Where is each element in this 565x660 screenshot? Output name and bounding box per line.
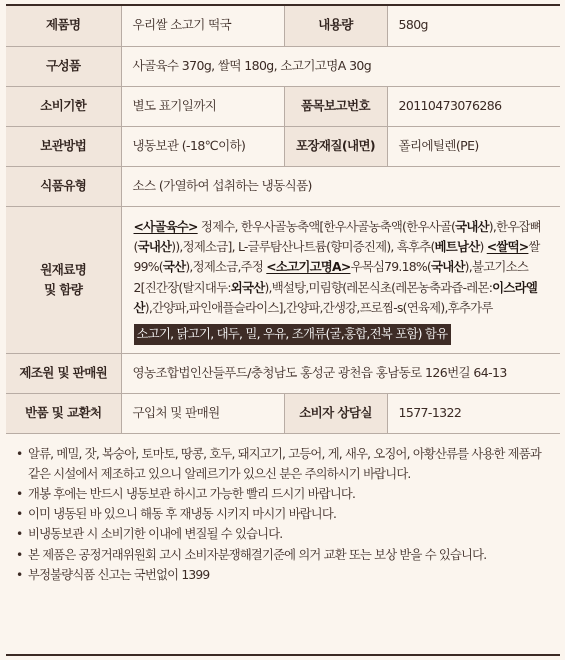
row-expiry bbox=[6, 86, 560, 126]
note-item: • 개봉 후에는 반드시 냉동보관 하시고 가능한 빨리 드시기 바랍니다. bbox=[16, 484, 552, 504]
row-food-type bbox=[6, 166, 560, 206]
row-composition bbox=[6, 46, 560, 86]
label-returns: 반품 및 교환처 bbox=[6, 393, 121, 433]
ing-text: ),한우잡뼈( bbox=[133, 218, 541, 254]
value-consumer-center: 1577-1322 bbox=[387, 393, 560, 433]
value-returns: 구입처 및 판매원 bbox=[121, 393, 284, 433]
value-expiry: 별도 표기일까지 bbox=[121, 86, 284, 126]
product-info-label bbox=[6, 4, 560, 656]
value-packaging: 폴리에틸렌(PE) bbox=[387, 126, 560, 166]
section-broth: <사골육수> bbox=[133, 218, 198, 234]
ing-text: 우목심79.18%( bbox=[350, 259, 431, 275]
ing-text: ) bbox=[479, 238, 487, 254]
note-item: • 알류, 메밀, 잣, 복숭아, 토마토, 땅콩, 호두, 돼지고기, 고등어, 게, 새우, 오징어, 아황산류를 사용한 제품과 같은 시설에서 제조하고 있으니 알레르기가 있으신 분은 주의하시기 바랍니다. bbox=[16, 444, 552, 484]
row-product-name bbox=[6, 6, 560, 46]
note-item: • 비냉동보관 시 소비기한 이내에 변질될 수 있습니다. bbox=[16, 524, 552, 544]
ing-text: ),정제소금,주정 bbox=[185, 259, 267, 275]
row-storage bbox=[6, 126, 560, 166]
value-composition: 사골육수 370g, 쌀떡 180g, 소고기고명A 30g bbox=[121, 46, 560, 86]
allergen-badge: 소고기, 닭고기, 대두, 밀, 우유, 조개류(굴,홍합,전복 포함) 함유 bbox=[134, 324, 452, 345]
value-product-name: 우리쌀 소고기 떡국 bbox=[121, 6, 284, 46]
ing-text: 정제수, 한우사골농축액[한우사골농축액(한우사골( bbox=[197, 218, 456, 234]
label-product-name: 제품명 bbox=[6, 6, 121, 46]
value-net-content: 580g bbox=[387, 6, 560, 46]
label-storage: 보관방법 bbox=[6, 126, 121, 166]
row-ingredients bbox=[6, 206, 560, 353]
row-notes bbox=[6, 433, 560, 585]
label-food-type: 식품유형 bbox=[6, 166, 121, 206]
label-consumer-center: 소비자 상담실 bbox=[284, 393, 387, 433]
note-item: • 부정불량식품 신고는 국번없이 1399 bbox=[16, 565, 552, 585]
label-manufacturer: 제조원 및 판매원 bbox=[6, 353, 121, 393]
ing-text: ),백설탕,미림향(레몬식초(레몬농축과즙-레몬: bbox=[264, 279, 493, 295]
ing-text: ),불고기소스2[진간장(탈지대두: bbox=[133, 259, 529, 295]
product-info-table bbox=[6, 6, 560, 585]
note-item: • 이미 냉동된 바 있으니 해동 후 재냉동 시키지 마시기 바랍니다. bbox=[16, 504, 552, 524]
label-ingredients: 원재료명 및 함량 bbox=[6, 206, 121, 353]
label-net-content: 내용량 bbox=[284, 6, 387, 46]
origin-tag: 국내산 bbox=[137, 238, 172, 254]
value-storage: 냉동보관 (-18℃이하) bbox=[121, 126, 284, 166]
value-ingredients bbox=[121, 206, 560, 353]
value-report-no: 20110473076286 bbox=[387, 86, 560, 126]
ing-text: ),간양파,파인애플슬라이스],간양파,간생강,프로찜-s(연육제),후추가루 bbox=[144, 299, 493, 315]
origin-tag: 외국산 bbox=[230, 279, 265, 295]
value-food-type: 소스 (가열하여 섭취하는 냉동식품) bbox=[121, 166, 560, 206]
ing-text: 쌀99%( bbox=[133, 238, 540, 275]
origin-tag: 국내산 bbox=[431, 259, 465, 275]
notes-list bbox=[6, 434, 560, 585]
label-composition: 구성품 bbox=[6, 46, 121, 86]
origin-tag: 베트남산 bbox=[434, 238, 480, 254]
origin-tag: 국산 bbox=[162, 259, 186, 275]
notes-cell bbox=[6, 433, 560, 585]
origin-tag: 국내산 bbox=[455, 218, 489, 234]
row-manufacturer bbox=[6, 353, 560, 393]
note-item: • 본 제품은 공정거래위원회 고시 소비자분쟁해결기준에 의거 교환 또는 보상 받을 수 있습니다. bbox=[16, 545, 552, 565]
label-packaging: 포장재질(내면) bbox=[284, 126, 387, 166]
value-manufacturer: 영농조합법인산들푸드/충청남도 홍성군 광천읍 홍남동로 126번길 64-13 bbox=[121, 353, 560, 393]
section-beef-garnish: <소고기고명A> bbox=[266, 259, 351, 275]
ingredients-text bbox=[134, 219, 541, 315]
section-rice-cake: <쌀떡> bbox=[486, 238, 529, 254]
ing-text: )),정제소금], L-글루탐산나트륨(향미증진제), 흑후추( bbox=[171, 238, 435, 254]
row-returns bbox=[6, 393, 560, 433]
label-expiry: 소비기한 bbox=[6, 86, 121, 126]
origin-tag: 이스라엘산 bbox=[133, 279, 538, 315]
label-report-no: 품목보고번호 bbox=[284, 86, 387, 126]
